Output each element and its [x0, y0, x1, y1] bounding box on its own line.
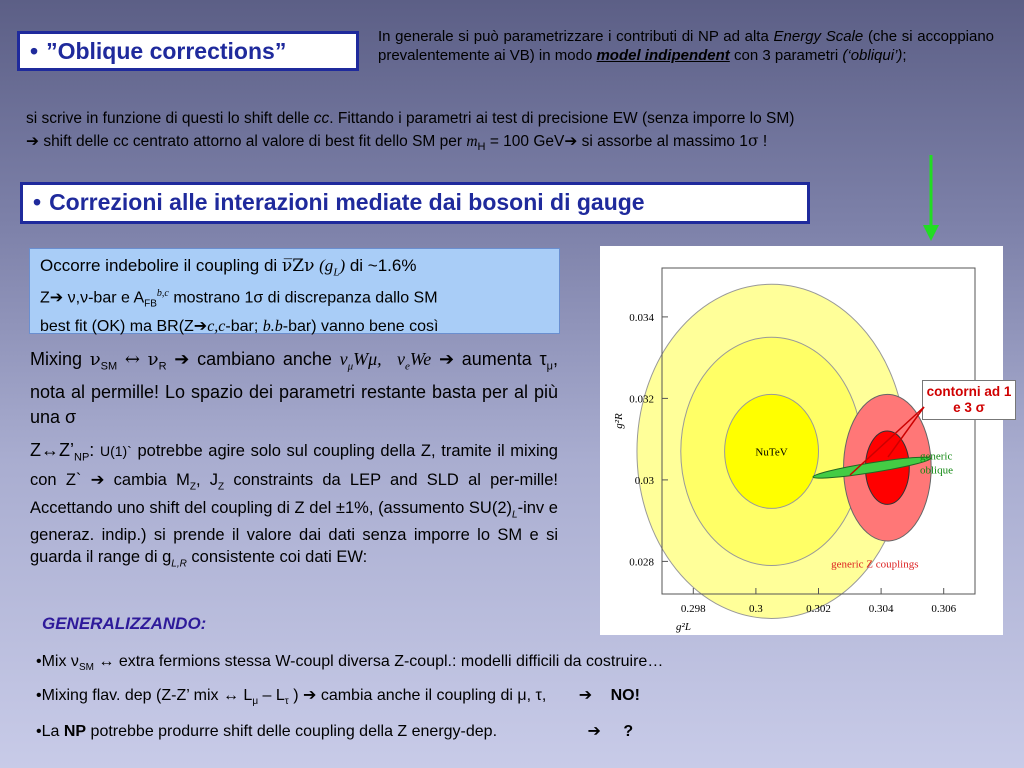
- shift-paragraph: [26, 108, 1021, 158]
- nu-symbol: ν: [147, 349, 159, 370]
- intro-text-1: In generale si può parametrizzare i contributi di NP ad alta: [378, 28, 769, 45]
- sm-sub: SM: [100, 360, 118, 373]
- zz-colon: :: [89, 440, 95, 460]
- info-text-6: best fit (OK) ma BR(Z: [40, 317, 194, 335]
- shift-text-4: = 100 GeV: [489, 133, 565, 150]
- info-line-3: [40, 315, 549, 337]
- contour-label-text: contorni ad 1 e 3 σ: [926, 384, 1012, 415]
- nue-we-symbol: [397, 349, 432, 373]
- title-gauge-text: Correzioni alle interazioni mediate dai bosoni di gauge: [49, 189, 645, 215]
- intro-model-indipendent: model indipendent: [596, 47, 730, 64]
- label-pointer-lines: [840, 405, 930, 485]
- item2-post: ): [293, 687, 299, 704]
- shift-line-1: [26, 108, 1021, 130]
- y-tick-label: 0.034: [629, 311, 654, 324]
- item2-sub2: τ: [284, 696, 289, 708]
- mixing-text-2: cambiano anche: [197, 349, 332, 369]
- x-tick-label: 0.302: [806, 603, 831, 615]
- intro-paragraph: [378, 27, 994, 65]
- x-tick-label: 0.304: [868, 603, 894, 615]
- item2-post2: cambia anche il coupling di μ, τ,: [320, 687, 547, 704]
- item2-sub1: μ: [252, 696, 259, 708]
- coupling-info-box: [29, 248, 560, 334]
- g-sub: L,R: [171, 558, 187, 570]
- nu-symbol: ν: [89, 349, 101, 370]
- zz-text-3: , J: [195, 470, 218, 489]
- gl-sub: L: [333, 266, 340, 279]
- x-tick-label: 0.298: [680, 603, 706, 615]
- intro-energy-scale: Energy Scale: [773, 28, 864, 45]
- zz-text-5: -inv e generaz. indip.) si prende il valore dai dati senza imporre lo SM e si guarda il range di g: [30, 498, 558, 566]
- nutev-annotation: NuTeV: [755, 446, 788, 459]
- right-arrow-icon: ➔: [438, 349, 455, 370]
- item2-verdict: NO!: [610, 687, 640, 704]
- item3-post: potrebbe produrre shift delle coupling della Z energy-dep.: [90, 723, 498, 740]
- gl-text: (g: [319, 256, 334, 275]
- green-down-arrow-icon: [920, 155, 942, 243]
- right-arrow-icon: ➔: [193, 315, 208, 335]
- info-text-5: mostrano 1σ di discrepanza dallo SM: [173, 289, 438, 307]
- item1-sub: SM: [78, 662, 94, 674]
- su-sub: L: [512, 508, 518, 520]
- zz-text-2: cambia M: [113, 470, 190, 489]
- item3-verdict: ?: [623, 723, 634, 740]
- gl-end: ): [339, 256, 346, 275]
- z-couplings-annotation: generic Z couplings: [831, 558, 919, 571]
- y-tick-label: 0.032: [629, 393, 654, 406]
- right-arrow-icon: ➔: [26, 132, 39, 150]
- x-tick-label: 0.306: [931, 603, 957, 615]
- fb-sub: FB: [144, 298, 157, 310]
- general-item-2: [36, 685, 996, 712]
- shift-text-6: !: [762, 133, 768, 150]
- bullet: •: [33, 189, 42, 215]
- info-text-7: -bar;: [225, 317, 259, 335]
- numu-wmu-symbol: [339, 349, 382, 373]
- x-tick-label: 0.3: [749, 603, 763, 615]
- info-text-3: Z: [40, 289, 50, 307]
- right-arrow-icon: ➔: [578, 685, 593, 704]
- shift-text-1: si scrive in funzione di questi lo shift delle: [26, 110, 310, 127]
- mz-sub: Z: [189, 481, 196, 493]
- info-text-2: di ~1.6%: [349, 256, 417, 275]
- mixing-paragraph: [30, 347, 558, 430]
- info-line-2: [40, 283, 549, 315]
- gl-symbol: [319, 256, 346, 279]
- info-text-1: Occorre indebolire il coupling di: [40, 256, 278, 275]
- item2-mid: – L: [262, 687, 285, 704]
- bc-sup: b,c: [156, 288, 169, 300]
- item1-post: ↔ extra fermions stessa W-coupl diversa Z-coupl.: modelli difficili da costruire…: [98, 653, 664, 670]
- shift-cc: cc: [313, 110, 330, 127]
- e-sub: e: [405, 360, 410, 373]
- right-arrow-icon: ➔: [90, 469, 105, 489]
- right-arrow-icon: ➔: [49, 287, 64, 307]
- nue-nu: ν: [397, 349, 406, 369]
- we: We: [409, 349, 432, 369]
- shift-line-2: [26, 130, 1021, 158]
- y-axis-label: g²R: [613, 413, 625, 429]
- numu-nu: ν: [339, 349, 348, 369]
- y-tick-label: 0.028: [629, 556, 654, 569]
- info-text-8: -bar) vanno bene così: [282, 317, 439, 335]
- tau-mu-sub: μ: [546, 360, 553, 373]
- np-sub: NP: [74, 451, 90, 464]
- right-arrow-icon: ➔: [302, 685, 317, 704]
- section-title-oblique: [17, 31, 359, 71]
- title-oblique-text: ”Oblique corrections”: [46, 38, 287, 64]
- item3-pre: •La: [36, 723, 60, 740]
- zz-text-6: consistente coi dati EW:: [191, 547, 368, 566]
- u1-label: U(1)`: [99, 443, 132, 459]
- mh-symbol: m: [466, 133, 478, 150]
- right-arrow-icon: ➔: [564, 132, 578, 150]
- sigma-symbol: σ: [747, 132, 759, 150]
- mixing-text-4: , nota al permille! Lo spazio dei parametri restante basta per al più una σ: [30, 349, 558, 427]
- zz-paragraph: [30, 440, 558, 575]
- nuzn-symbol: ν̅Zν: [281, 256, 315, 276]
- y-tick-label: 0.03: [634, 474, 654, 487]
- zz-text-1: potrebbe agire solo sul coupling della Z, tramite il mixing con Z`: [30, 442, 558, 489]
- intro-text-2: (che si accoppiano prevalentemente ai VB) in modo: [378, 28, 995, 64]
- mu-sub: μ: [347, 360, 354, 373]
- mixing-text-3: aumenta τ: [461, 349, 547, 369]
- item3-np: NP: [63, 723, 87, 740]
- shift-text-2: . Fittando i parametri ai test di precisione EW (senza imporre lo SM): [329, 110, 795, 127]
- info-line-1: [40, 255, 549, 283]
- mh-sub: H: [477, 141, 486, 154]
- oblique-annotation-line2: oblique: [920, 464, 953, 477]
- item2-pre: •Mixing flav. dep (Z-Z’ mix ↔ L: [36, 687, 253, 704]
- section-title-gauge: [20, 182, 810, 224]
- shift-text-3: shift delle cc centrato attorno al valore di best fit dello SM per: [43, 133, 463, 150]
- double-arrow-icon: ↔: [124, 349, 140, 370]
- bb-symbol: b.b: [262, 317, 283, 335]
- generalizzando-heading: GENERALIZZANDO:: [42, 614, 207, 633]
- right-arrow-icon: ➔: [587, 721, 601, 740]
- intro-text-3: con 3 parametri: [733, 47, 839, 64]
- zz-head: Z↔Z’: [30, 440, 74, 460]
- jz-sub: Z: [218, 481, 225, 493]
- x-axis-label: g²L: [676, 621, 691, 633]
- oblique-annotation-line1: generic: [920, 450, 953, 463]
- item1-pre: •Mix ν: [36, 653, 79, 670]
- general-item-3: [36, 721, 996, 742]
- bullet: •: [30, 38, 39, 64]
- coupling-contour-chart: [600, 246, 1003, 635]
- intro-end: ;: [902, 47, 907, 64]
- zz-text-4: constraints da LEP and SLD al per-mille! Accettando uno shift del coupling di Z del ±1%, (assumento SU(2): [30, 470, 558, 517]
- cc-symbol: c,c: [207, 317, 226, 335]
- wmu: Wμ,: [353, 349, 382, 369]
- general-item-1: [36, 652, 996, 678]
- contour-label: [922, 380, 1016, 420]
- mixing-text-1: Mixing: [30, 349, 83, 369]
- shift-text-5: si assorbe al massimo 1: [581, 133, 748, 150]
- right-arrow-icon: ➔: [174, 349, 190, 370]
- info-text-4: ν,ν-bar e A: [67, 289, 145, 307]
- r-sub: R: [158, 360, 167, 373]
- intro-obliqui: (‘obliqui’): [842, 47, 903, 64]
